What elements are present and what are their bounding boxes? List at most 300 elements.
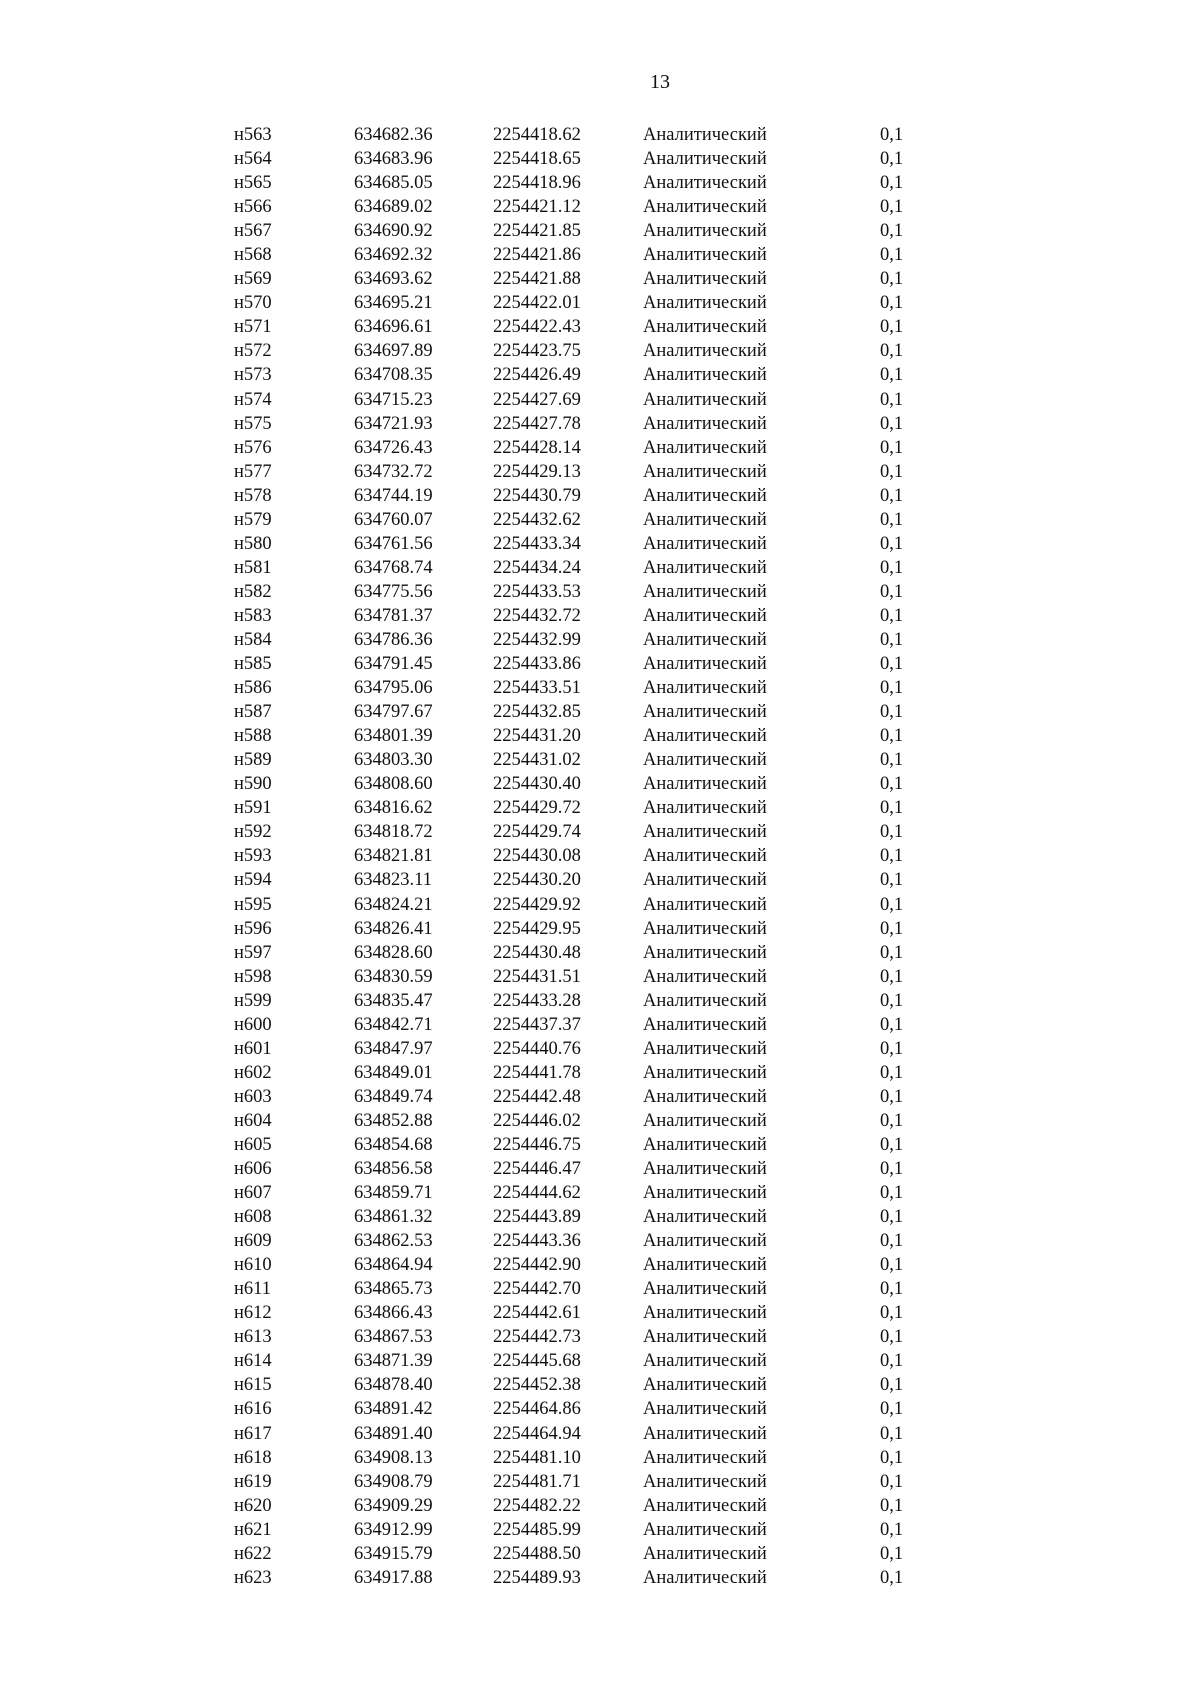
method-cell: Аналитический	[643, 245, 767, 266]
accuracy-cell: 0,1	[880, 269, 904, 290]
method-cell: Аналитический	[643, 605, 767, 626]
y-coordinate-cell: 2254443.36	[493, 1231, 581, 1252]
y-coordinate-cell: 2254432.99	[493, 629, 581, 650]
accuracy-cell: 0,1	[880, 702, 904, 723]
table-row	[234, 748, 934, 772]
method-cell: Аналитический	[643, 1086, 767, 1107]
method-cell: Аналитический	[643, 1303, 767, 1324]
method-cell: Аналитический	[643, 293, 767, 314]
point-id-cell: н572	[234, 341, 272, 362]
table-row	[234, 412, 934, 436]
x-coordinate-cell: 634830.59	[354, 966, 433, 987]
y-coordinate-cell: 2254421.88	[493, 269, 581, 290]
table-row	[234, 388, 934, 412]
method-cell: Аналитический	[643, 485, 767, 506]
x-coordinate-cell: 634761.56	[354, 533, 433, 554]
point-id-cell: н563	[234, 125, 272, 145]
table-row	[234, 267, 934, 291]
x-coordinate-cell: 634866.43	[354, 1303, 433, 1324]
method-cell: Аналитический	[643, 1495, 767, 1516]
table-row	[234, 772, 934, 796]
x-coordinate-cell: 634865.73	[354, 1279, 433, 1300]
y-coordinate-cell: 2254482.22	[493, 1495, 581, 1516]
accuracy-cell: 0,1	[880, 1471, 904, 1492]
table-row	[234, 436, 934, 460]
point-id-cell: н607	[234, 1183, 272, 1204]
y-coordinate-cell: 2254430.79	[493, 485, 581, 506]
x-coordinate-cell: 634891.40	[354, 1423, 433, 1444]
x-coordinate-cell: 634854.68	[354, 1134, 433, 1155]
accuracy-cell: 0,1	[880, 485, 904, 506]
point-id-cell: н596	[234, 918, 272, 939]
point-id-cell: н588	[234, 726, 272, 747]
accuracy-cell: 0,1	[880, 1086, 904, 1107]
point-id-cell: н622	[234, 1543, 272, 1564]
x-coordinate-cell: 634917.88	[354, 1567, 433, 1588]
x-coordinate-cell: 634732.72	[354, 461, 433, 482]
table-row	[234, 1446, 934, 1470]
x-coordinate-cell: 634826.41	[354, 918, 433, 939]
table-row	[234, 1085, 934, 1109]
table-row	[234, 1253, 934, 1277]
table-row	[234, 941, 934, 965]
table-row	[234, 724, 934, 748]
table-row	[234, 147, 934, 171]
x-coordinate-cell: 634781.37	[354, 605, 433, 626]
y-coordinate-cell: 2254488.50	[493, 1543, 581, 1564]
x-coordinate-cell: 634775.56	[354, 581, 433, 602]
table-row	[234, 1181, 934, 1205]
x-coordinate-cell: 634693.62	[354, 269, 433, 290]
point-id-cell: н621	[234, 1519, 272, 1540]
accuracy-cell: 0,1	[880, 533, 904, 554]
accuracy-cell: 0,1	[880, 293, 904, 314]
x-coordinate-cell: 634852.88	[354, 1110, 433, 1131]
y-coordinate-cell: 2254481.10	[493, 1447, 581, 1468]
y-coordinate-cell: 2254421.12	[493, 197, 581, 218]
accuracy-cell: 0,1	[880, 1447, 904, 1468]
accuracy-cell: 0,1	[880, 149, 904, 170]
table-row	[234, 1133, 934, 1157]
y-coordinate-cell: 2254431.51	[493, 966, 581, 987]
method-cell: Аналитический	[643, 726, 767, 747]
method-cell: Аналитический	[643, 1110, 767, 1131]
y-coordinate-cell: 2254432.62	[493, 509, 581, 530]
table-row	[234, 123, 934, 147]
y-coordinate-cell: 2254428.14	[493, 437, 581, 458]
x-coordinate-cell: 634808.60	[354, 774, 433, 795]
y-coordinate-cell: 2254433.53	[493, 581, 581, 602]
method-cell: Аналитический	[643, 870, 767, 891]
table-row	[234, 243, 934, 267]
accuracy-cell: 0,1	[880, 966, 904, 987]
accuracy-cell: 0,1	[880, 1567, 904, 1588]
table-row	[234, 917, 934, 941]
y-coordinate-cell: 2254429.13	[493, 461, 581, 482]
method-cell: Аналитический	[643, 221, 767, 242]
accuracy-cell: 0,1	[880, 1038, 904, 1059]
accuracy-cell: 0,1	[880, 221, 904, 242]
point-id-cell: н583	[234, 605, 272, 626]
y-coordinate-cell: 2254433.86	[493, 654, 581, 675]
method-cell: Аналитический	[643, 1038, 767, 1059]
method-cell: Аналитический	[643, 1375, 767, 1396]
x-coordinate-cell: 634786.36	[354, 629, 433, 650]
y-coordinate-cell: 2254446.47	[493, 1159, 581, 1180]
point-id-cell: н564	[234, 149, 272, 170]
point-id-cell: н605	[234, 1134, 272, 1155]
accuracy-cell: 0,1	[880, 750, 904, 771]
y-coordinate-cell: 2254432.85	[493, 702, 581, 723]
table-row	[234, 363, 934, 387]
method-cell: Аналитический	[643, 1471, 767, 1492]
method-cell: Аналитический	[643, 173, 767, 194]
y-coordinate-cell: 2254445.68	[493, 1351, 581, 1372]
x-coordinate-cell: 634744.19	[354, 485, 433, 506]
y-coordinate-cell: 2254431.20	[493, 726, 581, 747]
point-id-cell: н614	[234, 1351, 272, 1372]
point-id-cell: н593	[234, 846, 272, 867]
table-row	[234, 1422, 934, 1446]
accuracy-cell: 0,1	[880, 1519, 904, 1540]
x-coordinate-cell: 634867.53	[354, 1327, 433, 1348]
x-coordinate-cell: 634689.02	[354, 197, 433, 218]
point-id-cell: н587	[234, 702, 272, 723]
table-row	[234, 1542, 934, 1566]
accuracy-cell: 0,1	[880, 1279, 904, 1300]
y-coordinate-cell: 2254443.89	[493, 1207, 581, 1228]
accuracy-cell: 0,1	[880, 629, 904, 650]
accuracy-cell: 0,1	[880, 245, 904, 266]
method-cell: Аналитический	[643, 1543, 767, 1564]
table-row	[234, 1157, 934, 1181]
table-row	[234, 796, 934, 820]
method-cell: Аналитический	[643, 1279, 767, 1300]
x-coordinate-cell: 634864.94	[354, 1255, 433, 1276]
y-coordinate-cell: 2254422.43	[493, 317, 581, 338]
method-cell: Аналитический	[643, 1351, 767, 1372]
table-row	[234, 580, 934, 604]
y-coordinate-cell: 2254442.73	[493, 1327, 581, 1348]
y-coordinate-cell: 2254426.49	[493, 365, 581, 386]
x-coordinate-cell: 634824.21	[354, 894, 433, 915]
x-coordinate-cell: 634908.79	[354, 1471, 433, 1492]
method-cell: Аналитический	[643, 1134, 767, 1155]
table-row	[234, 1397, 934, 1421]
coordinates-table	[234, 123, 934, 1590]
point-id-cell: н580	[234, 533, 272, 554]
method-cell: Аналитический	[643, 1062, 767, 1083]
point-id-cell: н569	[234, 269, 272, 290]
x-coordinate-cell: 634818.72	[354, 822, 433, 843]
point-id-cell: н613	[234, 1327, 272, 1348]
table-row	[234, 1229, 934, 1253]
point-id-cell: н598	[234, 966, 272, 987]
point-id-cell: н604	[234, 1110, 272, 1131]
table-row	[234, 844, 934, 868]
method-cell: Аналитический	[643, 1519, 767, 1540]
accuracy-cell: 0,1	[880, 1303, 904, 1324]
x-coordinate-cell: 634859.71	[354, 1183, 433, 1204]
x-coordinate-cell: 634696.61	[354, 317, 433, 338]
method-cell: Аналитический	[643, 1207, 767, 1228]
method-cell: Аналитический	[643, 509, 767, 530]
table-row	[234, 1109, 934, 1133]
point-id-cell: н570	[234, 293, 272, 314]
x-coordinate-cell: 634912.99	[354, 1519, 433, 1540]
x-coordinate-cell: 634862.53	[354, 1231, 433, 1252]
point-id-cell: н601	[234, 1038, 272, 1059]
x-coordinate-cell: 634690.92	[354, 221, 433, 242]
accuracy-cell: 0,1	[880, 918, 904, 939]
accuracy-cell: 0,1	[880, 389, 904, 410]
y-coordinate-cell: 2254433.51	[493, 678, 581, 699]
accuracy-cell: 0,1	[880, 678, 904, 699]
y-coordinate-cell: 2254423.75	[493, 341, 581, 362]
method-cell: Аналитический	[643, 894, 767, 915]
point-id-cell: н584	[234, 629, 272, 650]
y-coordinate-cell: 2254430.48	[493, 942, 581, 963]
x-coordinate-cell: 634842.71	[354, 1014, 433, 1035]
x-coordinate-cell: 634821.81	[354, 846, 433, 867]
method-cell: Аналитический	[643, 461, 767, 482]
point-id-cell: н574	[234, 389, 272, 410]
method-cell: Аналитический	[643, 1447, 767, 1468]
accuracy-cell: 0,1	[880, 1543, 904, 1564]
accuracy-cell: 0,1	[880, 1255, 904, 1276]
table-row	[234, 1566, 934, 1590]
x-coordinate-cell: 634791.45	[354, 654, 433, 675]
y-coordinate-cell: 2254433.34	[493, 533, 581, 554]
accuracy-cell: 0,1	[880, 654, 904, 675]
table-row	[234, 1013, 934, 1037]
y-coordinate-cell: 2254440.76	[493, 1038, 581, 1059]
x-coordinate-cell: 634683.96	[354, 149, 433, 170]
table-row	[234, 556, 934, 580]
method-cell: Аналитический	[643, 774, 767, 795]
y-coordinate-cell: 2254429.95	[493, 918, 581, 939]
method-cell: Аналитический	[643, 1255, 767, 1276]
point-id-cell: н590	[234, 774, 272, 795]
table-row	[234, 532, 934, 556]
y-coordinate-cell: 2254446.02	[493, 1110, 581, 1131]
accuracy-cell: 0,1	[880, 413, 904, 434]
accuracy-cell: 0,1	[880, 1110, 904, 1131]
point-id-cell: н586	[234, 678, 272, 699]
point-id-cell: н566	[234, 197, 272, 218]
x-coordinate-cell: 634692.32	[354, 245, 433, 266]
x-coordinate-cell: 634801.39	[354, 726, 433, 747]
accuracy-cell: 0,1	[880, 894, 904, 915]
accuracy-cell: 0,1	[880, 317, 904, 338]
point-id-cell: н589	[234, 750, 272, 771]
y-coordinate-cell: 2254444.62	[493, 1183, 581, 1204]
method-cell: Аналитический	[643, 822, 767, 843]
x-coordinate-cell: 634768.74	[354, 557, 433, 578]
point-id-cell: н578	[234, 485, 272, 506]
table-row	[234, 1470, 934, 1494]
method-cell: Аналитический	[643, 341, 767, 362]
accuracy-cell: 0,1	[880, 774, 904, 795]
x-coordinate-cell: 634891.42	[354, 1399, 433, 1420]
x-coordinate-cell: 634823.11	[354, 870, 432, 891]
point-id-cell: н568	[234, 245, 272, 266]
point-id-cell: н565	[234, 173, 272, 194]
point-id-cell: н618	[234, 1447, 272, 1468]
point-id-cell: н615	[234, 1375, 272, 1396]
point-id-cell: н612	[234, 1303, 272, 1324]
accuracy-cell: 0,1	[880, 581, 904, 602]
table-row	[234, 1037, 934, 1061]
table-row	[234, 820, 934, 844]
y-coordinate-cell: 2254442.70	[493, 1279, 581, 1300]
accuracy-cell: 0,1	[880, 942, 904, 963]
x-coordinate-cell: 634803.30	[354, 750, 433, 771]
table-row	[234, 460, 934, 484]
method-cell: Аналитический	[643, 629, 767, 650]
point-id-cell: н595	[234, 894, 272, 915]
accuracy-cell: 0,1	[880, 365, 904, 386]
point-id-cell: н592	[234, 822, 272, 843]
accuracy-cell: 0,1	[880, 870, 904, 891]
y-coordinate-cell: 2254442.90	[493, 1255, 581, 1276]
point-id-cell: н611	[234, 1279, 271, 1300]
accuracy-cell: 0,1	[880, 1423, 904, 1444]
y-coordinate-cell: 2254489.93	[493, 1567, 581, 1588]
method-cell: Аналитический	[643, 389, 767, 410]
method-cell: Аналитический	[643, 437, 767, 458]
table-row	[234, 484, 934, 508]
accuracy-cell: 0,1	[880, 197, 904, 218]
method-cell: Аналитический	[643, 750, 767, 771]
table-row	[234, 1301, 934, 1325]
table-row	[234, 195, 934, 219]
y-coordinate-cell: 2254418.62	[493, 125, 581, 145]
y-coordinate-cell: 2254481.71	[493, 1471, 581, 1492]
method-cell: Аналитический	[643, 966, 767, 987]
y-coordinate-cell: 2254434.24	[493, 557, 581, 578]
x-coordinate-cell: 634795.06	[354, 678, 433, 699]
method-cell: Аналитический	[643, 197, 767, 218]
point-id-cell: н620	[234, 1495, 272, 1516]
method-cell: Аналитический	[643, 798, 767, 819]
x-coordinate-cell: 634685.05	[354, 173, 433, 194]
y-coordinate-cell: 2254432.72	[493, 605, 581, 626]
accuracy-cell: 0,1	[880, 1207, 904, 1228]
table-row	[234, 171, 934, 195]
table-row	[234, 700, 934, 724]
y-coordinate-cell: 2254429.92	[493, 894, 581, 915]
table-row	[234, 315, 934, 339]
point-id-cell: н603	[234, 1086, 272, 1107]
table-row	[234, 989, 934, 1013]
y-coordinate-cell: 2254421.85	[493, 221, 581, 242]
page-number: 13	[650, 71, 670, 93]
accuracy-cell: 0,1	[880, 798, 904, 819]
y-coordinate-cell: 2254446.75	[493, 1134, 581, 1155]
x-coordinate-cell: 634847.97	[354, 1038, 433, 1059]
accuracy-cell: 0,1	[880, 509, 904, 530]
method-cell: Аналитический	[643, 1567, 767, 1588]
x-coordinate-cell: 634909.29	[354, 1495, 433, 1516]
accuracy-cell: 0,1	[880, 341, 904, 362]
method-cell: Аналитический	[643, 654, 767, 675]
x-coordinate-cell: 634721.93	[354, 413, 433, 434]
point-id-cell: н575	[234, 413, 272, 434]
point-id-cell: н576	[234, 437, 272, 458]
table-row	[234, 628, 934, 652]
y-coordinate-cell: 2254437.37	[493, 1014, 581, 1035]
accuracy-cell: 0,1	[880, 125, 904, 145]
point-id-cell: н619	[234, 1471, 272, 1492]
x-coordinate-cell: 634849.01	[354, 1062, 433, 1083]
method-cell: Аналитический	[643, 1399, 767, 1420]
accuracy-cell: 0,1	[880, 1375, 904, 1396]
point-id-cell: н567	[234, 221, 272, 242]
x-coordinate-cell: 634856.58	[354, 1159, 433, 1180]
table-row	[234, 1205, 934, 1229]
method-cell: Аналитический	[643, 1014, 767, 1035]
method-cell: Аналитический	[643, 702, 767, 723]
accuracy-cell: 0,1	[880, 846, 904, 867]
accuracy-cell: 0,1	[880, 1159, 904, 1180]
accuracy-cell: 0,1	[880, 1495, 904, 1516]
y-coordinate-cell: 2254430.08	[493, 846, 581, 867]
method-cell: Аналитический	[643, 581, 767, 602]
table-row	[234, 652, 934, 676]
point-id-cell: н597	[234, 942, 272, 963]
y-coordinate-cell: 2254429.72	[493, 798, 581, 819]
table-row	[234, 965, 934, 989]
method-cell: Аналитический	[643, 942, 767, 963]
method-cell: Аналитический	[643, 1183, 767, 1204]
y-coordinate-cell: 2254429.74	[493, 822, 581, 843]
method-cell: Аналитический	[643, 678, 767, 699]
table-row	[234, 1494, 934, 1518]
table-row	[234, 1518, 934, 1542]
point-id-cell: н594	[234, 870, 272, 891]
accuracy-cell: 0,1	[880, 1134, 904, 1155]
y-coordinate-cell: 2254464.86	[493, 1399, 581, 1420]
y-coordinate-cell: 2254464.94	[493, 1423, 581, 1444]
x-coordinate-cell: 634726.43	[354, 437, 433, 458]
table-row	[234, 1325, 934, 1349]
method-cell: Аналитический	[643, 1423, 767, 1444]
x-coordinate-cell: 634915.79	[354, 1543, 433, 1564]
y-coordinate-cell: 2254433.28	[493, 990, 581, 1011]
y-coordinate-cell: 2254430.40	[493, 774, 581, 795]
method-cell: Аналитический	[643, 413, 767, 434]
accuracy-cell: 0,1	[880, 1231, 904, 1252]
point-id-cell: н577	[234, 461, 272, 482]
x-coordinate-cell: 634878.40	[354, 1375, 433, 1396]
table-row	[234, 604, 934, 628]
table-row	[234, 893, 934, 917]
method-cell: Аналитический	[643, 125, 767, 145]
method-cell: Аналитический	[643, 269, 767, 290]
accuracy-cell: 0,1	[880, 1399, 904, 1420]
x-coordinate-cell: 634715.23	[354, 389, 433, 410]
point-id-cell: н616	[234, 1399, 272, 1420]
x-coordinate-cell: 634849.74	[354, 1086, 433, 1107]
point-id-cell: н623	[234, 1567, 272, 1588]
point-id-cell: н579	[234, 509, 272, 530]
point-id-cell: н591	[234, 798, 272, 819]
y-coordinate-cell: 2254431.02	[493, 750, 581, 771]
accuracy-cell: 0,1	[880, 605, 904, 626]
y-coordinate-cell: 2254442.61	[493, 1303, 581, 1324]
point-id-cell: н571	[234, 317, 272, 338]
